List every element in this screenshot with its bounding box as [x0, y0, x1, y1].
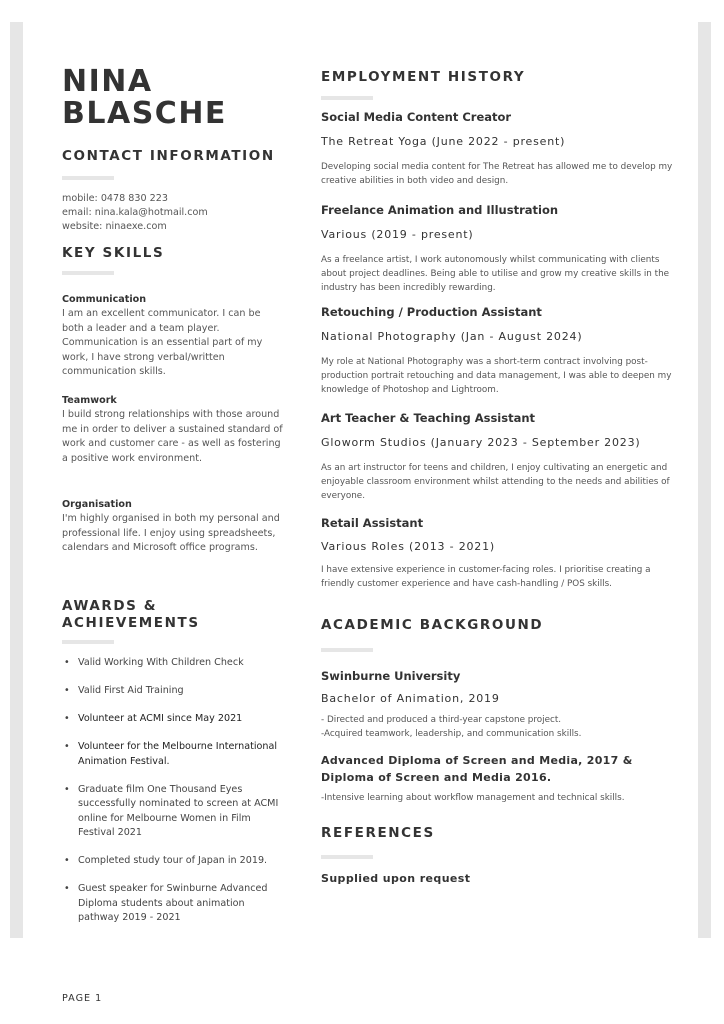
key-skills-heading: KEY SKILLS — [62, 245, 165, 261]
bullet-icon: • — [64, 883, 70, 894]
awards-heading — [62, 598, 200, 632]
award-item — [62, 740, 282, 769]
bullet-icon: • — [64, 713, 70, 724]
left-decorative-bar — [10, 22, 23, 938]
degree-point: -Acquired teamwork, leadership, and communication skills. — [321, 729, 582, 739]
academic-heading: ACADEMIC BACKGROUND — [321, 617, 544, 633]
diploma-line1: Advanced Diploma of Screen and Media, 2017 & — [321, 754, 633, 767]
skill-body: I build strong relationships with those around me in order to deliver a sustained standard of work and customer care - as well as fostering a positive work environment. — [62, 409, 283, 464]
skill-communication — [62, 293, 284, 380]
award-item — [62, 684, 282, 699]
awards-heading-line2: ACHIEVEMENTS — [62, 615, 200, 631]
job-title: Social Media Content Creator — [321, 110, 512, 124]
award-item — [62, 882, 282, 926]
bullet-icon: • — [64, 741, 70, 752]
award-item — [62, 656, 282, 671]
awards-list — [62, 656, 282, 939]
contact-email[interactable]: email: nina.kala@hotmail.com — [62, 207, 208, 218]
award-text: Graduate film One Thousand Eyes successfully nominated to screen at ACMI online for Melbourne Women in Film Festival 2021 — [78, 783, 279, 838]
skill-body: I'm highly organised in both my personal and professional life. I enjoy using spreadsheets, calendars and Microsoft office programs. — [62, 513, 280, 554]
job-employer: Gloworm Studios (January 2023 - September 2023) — [321, 436, 641, 449]
job-description: I have extensive experience in customer-facing roles. I prioritise creating a friendly customer experience and have cash-handling / POS skills. — [321, 565, 651, 589]
skill-title: Communication — [62, 294, 147, 305]
skill-teamwork — [62, 394, 284, 466]
key-skills-divider — [62, 271, 114, 275]
contact-details — [62, 192, 208, 234]
job-employer: National Photography (Jan - August 2024) — [321, 330, 583, 343]
institution-name: Swinburne University — [321, 669, 461, 683]
bullet-icon: • — [64, 657, 70, 668]
diploma-title — [321, 752, 633, 786]
skill-title: Organisation — [62, 499, 132, 510]
award-text: Completed study tour of Japan in 2019. — [78, 855, 268, 866]
bullet-icon: • — [64, 855, 70, 866]
contact-divider — [62, 176, 114, 180]
job-title: Retouching / Production Assistant — [321, 305, 542, 319]
award-item — [62, 854, 282, 869]
job-title: Retail Assistant — [321, 516, 424, 530]
award-text: Valid Working With Children Check — [78, 657, 244, 668]
references-divider — [321, 855, 373, 859]
first-name: NINA — [62, 64, 153, 99]
award-text: Volunteer at ACMI since May 2021 — [78, 713, 243, 724]
awards-divider — [62, 640, 114, 644]
contact-heading: CONTACT INFORMATION — [62, 148, 275, 164]
diploma-point: -Intensive learning about workflow management and technical skills. — [321, 793, 625, 803]
contact-mobile: mobile: 0478 830 223 — [62, 193, 168, 204]
job-employer: The Retreat Yoga (June 2022 - present) — [321, 135, 566, 148]
degree-point: - Directed and produced a third-year capstone project. — [321, 715, 562, 725]
job-description: My role at National Photography was a short-term contract involving post-production portrait retouching and data management, I was able to deepen my knowledge of Photoshop and Lightroom. — [321, 357, 672, 395]
academic-divider — [321, 648, 373, 652]
employment-divider — [321, 96, 373, 100]
job-employer: Various Roles (2013 - 2021) — [321, 540, 495, 553]
resume-name — [62, 66, 227, 130]
award-item — [62, 783, 282, 841]
bullet-icon: • — [64, 783, 70, 795]
job-employer: Various (2019 - present) — [321, 228, 474, 241]
last-name: BLASCHE — [62, 96, 227, 131]
page-number: PAGE 1 — [62, 993, 103, 1004]
degree-points — [321, 713, 681, 741]
award-text: Volunteer for the Melbourne International Animation Festival. — [78, 741, 278, 767]
award-item — [62, 712, 282, 727]
diploma-line2: Diploma of Screen and Media 2016. — [321, 771, 552, 784]
employment-heading: EMPLOYMENT HISTORY — [321, 69, 526, 85]
awards-heading-line1: AWARDS & — [62, 598, 158, 614]
job-description: As an art instructor for teens and children, I enjoy cultivating an energetic and enjoyable classroom environment whilst attending to the needs and abilities of everyone. — [321, 463, 670, 501]
job-title: Art Teacher & Teaching Assistant — [321, 411, 536, 425]
skill-organisation — [62, 498, 284, 556]
references-heading: REFERENCES — [321, 825, 435, 841]
job-description: As a freelance artist, I work autonomously whilst communicating with clients about project deadlines. Being able to utilise and grow my creative skills in the industry has been incredibly rewarding. — [321, 255, 670, 293]
degree-name: Bachelor of Animation, 2019 — [321, 692, 500, 705]
job-title: Freelance Animation and Illustration — [321, 203, 559, 217]
skill-title: Teamwork — [62, 395, 117, 406]
award-text: Valid First Aid Training — [78, 685, 184, 696]
award-text: Guest speaker for Swinburne Advanced Diploma students about animation pathway 2019 - 2021 — [78, 883, 268, 923]
job-description: Developing social media content for The Retreat has allowed me to develop my creative abilities in both video and design. — [321, 162, 673, 186]
contact-website[interactable]: website: ninaexe.com — [62, 221, 167, 232]
right-decorative-bar — [698, 22, 711, 938]
references-text: Supplied upon request — [321, 872, 471, 885]
skill-body: I am an excellent communicator. I can be both a leader and a team player. Communication is an essential part of my work, I have strong verbal/written communication skills. — [62, 308, 263, 378]
bullet-icon: • — [64, 685, 70, 696]
